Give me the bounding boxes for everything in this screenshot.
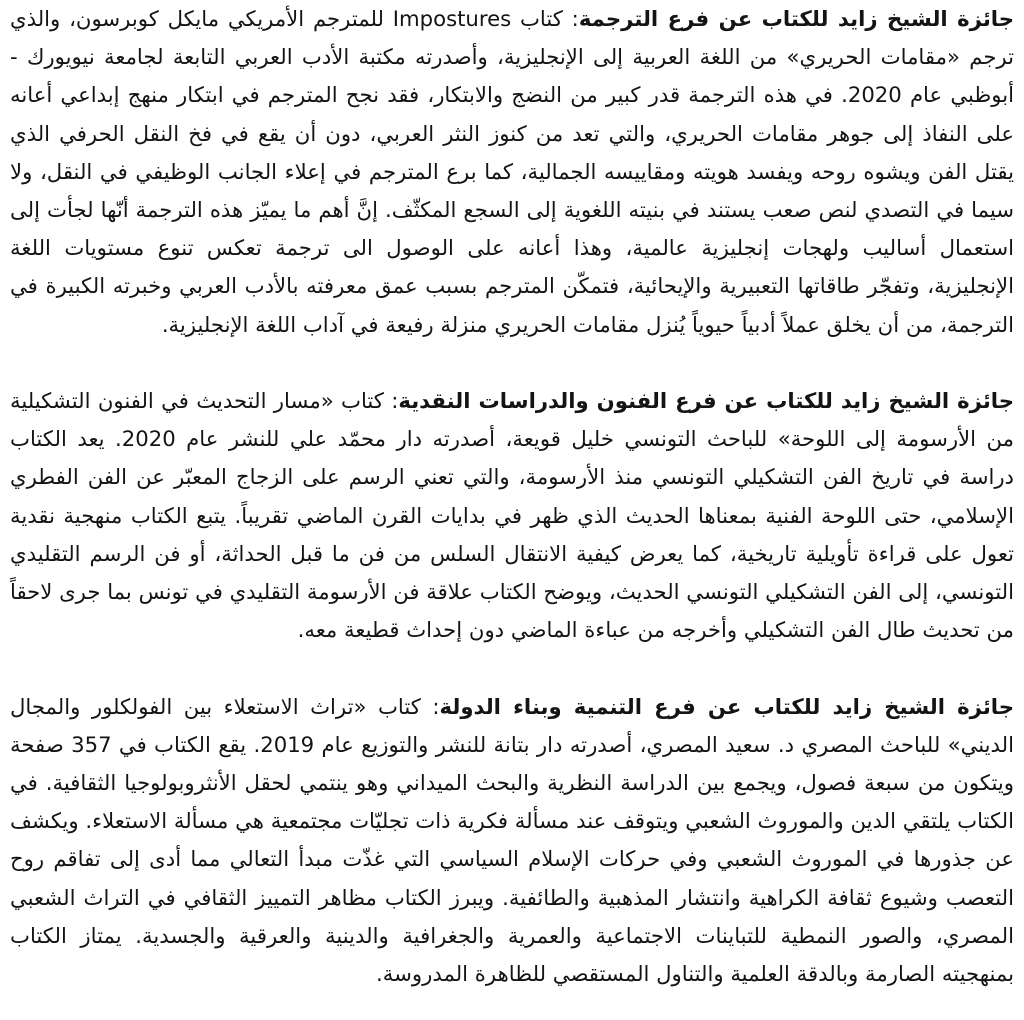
award-heading: جائزة الشيخ زايد للكتاب عن فرع التنمية وبناء الدولة xyxy=(439,693,1014,719)
award-paragraph-arts-criticism xyxy=(10,382,1014,649)
award-paragraph-development xyxy=(10,688,1014,994)
heading-separator: : xyxy=(383,388,399,414)
award-heading: جائزة الشيخ زايد للكتاب عن فرع الفنون والدراسات النقدية xyxy=(398,388,1015,414)
award-description: كتاب «مسار التحديث في الفنون التشكيلية من الأرسومة إلى اللوحة» للباحث التونسي خليل قويعة، أصدرته دار محمّد علي للنشر عام 2020. يعد الكتاب دراسة في تاريخ الفن التشكيلي التونسي منذ الأرسومة، والتي تعني الرسم على الزجاج المعبّر عن الفن الفطري الإسلامي، حتى اللوحة الفنية بمعناها الحديث الذي ظهر في بدايات القرن الماضي تقريباً. يتبع الكتاب منهجية نقدية تعول على قراءة تأويلية تاريخية، كما يعرض كيفية الانتقال السلس من فن ما قبل الحداثة، أو فن الرسم التقليدي التونسي، إلى الفن التشكيلي التونسي الحديث، ويوضح الكتاب علاقة فن الأرسومة التقليدي في تونس بما جرى لاحقاً من تحديث طال الفن التشكيلي وأخرجه من عباءة الماضي دون إحداث قطيعة معه. xyxy=(10,388,1014,643)
award-heading: جائزة الشيخ زايد للكتاب عن فرع الترجمة xyxy=(578,6,1015,31)
article-body xyxy=(10,0,1014,993)
heading-separator: : xyxy=(562,6,579,31)
award-description: كتاب Impostures للمترجم الأمريكي مايكل كوبرسون، والذي ترجم «مقامات الحريري» من اللغة العربية إلى الإنجليزية، وأصدرته مكتبة الأدب العربي التابعة لجامعة نيويورك - أبوظبي عام 2020. في هذه الترجمة قدر كبير من النضج والابتكار، فقد نجح المترجم في ابتكار منهج إبداعي أعانه على النفاذ إلى جوهر مقامات الحريري، والتي تعد من كنوز النثر العربي، دون أن يقع في فخ النقل الحرفي الذي يقتل الفن ويشوه روحه ويفسد هويته ومقاييسه الجمالية، كما برع المترجم في إعلاء الجانب الوظيفي في النقل، ولا سيما في التصدي لنص صعب يستند في بنيته اللغوية إلى السجع المكثّف. إنَّ أهم ما يميّز هذه الترجمة أنّها لجأت إلى استعمال أساليب ولهجات إنجليزية عالمية، وهذا أعانه على الوصول الى ترجمة تعكس تنوع مستويات اللغة الإنجليزية، وتفجّر طاقاتها التعبيرية والإيحائية، فتمكّن المترجم بسبب عمق معرفته بالأدب العربي وخبرته الكبيرة في الترجمة، من أن يخلق عملاً أدبياً حيوياً يُنزل مقامات الحريري منزلة رفيعة في آداب اللغة الإنجليزية. xyxy=(10,6,1014,337)
heading-separator: : xyxy=(420,693,440,719)
award-description: كتاب «تراث الاستعلاء بين الفولكلور والمجال الديني» للباحث المصري د. سعيد المصري، أصدرته دار بتانة للنشر والتوزيع عام 2019. يقع الكتاب في 357 صفحة ويتكون من سبعة فصول، ويجمع بين الدراسة النظرية والبحث الميداني وهو ينتمي لحقل الأنثروبولوجيا الثقافية. في الكتاب يلتقي الدين والموروث الشعبي ويتوقف عند مسألة فكرية ذات تجليّات مجتمعية هي مسألة الاستعلاء. ويكشف عن جذورها في الموروث الشعبي وفي حركات الإسلام السياسي التي غذّت مبدأ التعالي مما أدى إلى تفاقم روح التعصب وشيوع ثقافة الكراهية وانتشار المذهبية والطائفية. ويبرز الكتاب مظاهر التمييز الثقافي في التراث الشعبي المصري، والصور النمطية للتباينات الاجتماعية والعمرية والجغرافية والدينية والعرقية والجسدية. يمتاز الكتاب بمنهجيته الصارمة وبالدقة العلمية والتناول المستقصي للظاهرة المدروسة. xyxy=(10,693,1015,987)
award-paragraph-translation xyxy=(10,0,1014,344)
